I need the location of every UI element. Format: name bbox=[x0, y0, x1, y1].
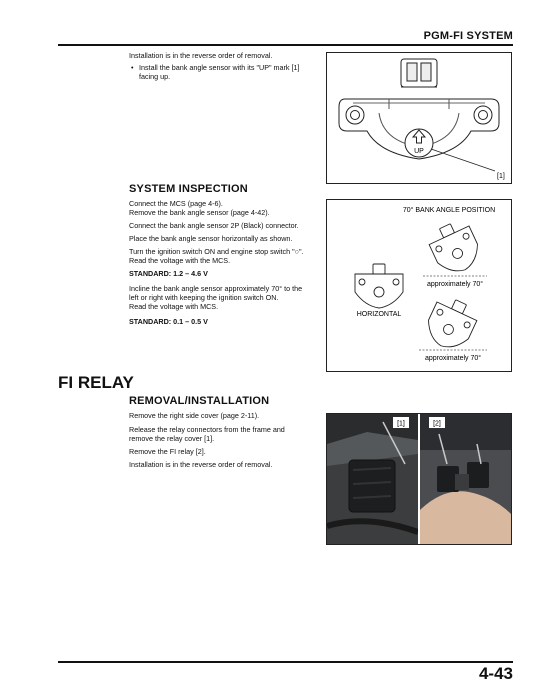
standard-1: STANDARD: 1.2 – 4.6 V bbox=[129, 269, 208, 278]
fi-relay-photo bbox=[326, 413, 512, 545]
install-bullet-line2: facing up. bbox=[139, 72, 171, 81]
page-header-title: PGM-FI SYSTEM bbox=[423, 30, 513, 42]
inspection-p1-line2: Remove the bank angle sensor (page 4-42). bbox=[129, 208, 270, 217]
up-mark-label: UP bbox=[414, 148, 424, 155]
header-rule bbox=[58, 44, 513, 46]
connector-shape bbox=[401, 59, 437, 87]
relay-p1: Remove the right side cover (page 2-11). bbox=[129, 411, 260, 420]
install-bullet-line1: Install the bank angle sensor with its "UP" mark [1] bbox=[139, 63, 300, 72]
inspection-p5-line3: Read the voltage with MCS. bbox=[129, 302, 219, 311]
horizontal-label: HORIZONTAL bbox=[356, 311, 402, 318]
bullet-mark: • bbox=[131, 63, 134, 72]
system-inspection-heading: SYSTEM INSPECTION bbox=[129, 183, 248, 195]
sensor-tilted-down bbox=[421, 293, 481, 355]
callout-1: [1] bbox=[497, 173, 505, 180]
footer-rule bbox=[58, 661, 513, 663]
relay-p3: Remove the FI relay [2]. bbox=[129, 447, 206, 456]
approx-70-top: approximately 70° bbox=[426, 281, 484, 288]
inspection-p1-line1: Connect the MCS (page 4-6). bbox=[129, 199, 223, 208]
relay-p4: Installation is in the reverse order of removal. bbox=[129, 460, 273, 469]
fi-relay-heading: FI RELAY bbox=[58, 373, 134, 392]
bank-angle-position-figure bbox=[326, 199, 512, 372]
sensor-tilted-up bbox=[425, 217, 485, 279]
bank-angle-title: 70° BANK ANGLE POSITION bbox=[402, 207, 496, 214]
inspection-p2: Connect the bank angle sensor 2P (Black) connector. bbox=[129, 221, 299, 230]
inspection-p5-line2: left or right with keeping the ignition switch ON. bbox=[129, 293, 279, 302]
sensor-horizontal bbox=[355, 264, 403, 308]
inspection-p5-line1: Incline the bank angle sensor approximately 70° to the bbox=[129, 284, 303, 293]
inspection-p3: Place the bank angle sensor horizontally as shown. bbox=[129, 234, 293, 243]
standard-2: STANDARD: 0.1 – 0.5 V bbox=[129, 317, 208, 326]
install-intro: Installation is in the reverse order of removal. bbox=[129, 51, 273, 60]
inspection-p4-line2: Read the voltage with the MCS. bbox=[129, 256, 231, 265]
relay-p2-line1: Release the relay connectors from the frame and bbox=[129, 425, 285, 434]
page-number: 4-43 bbox=[478, 664, 513, 683]
relay-p2-line2: remove the relay cover [1]. bbox=[129, 434, 215, 443]
approx-70-bottom: approximately 70° bbox=[424, 355, 482, 362]
relay-callout-2: [2] bbox=[433, 420, 441, 428]
bank-angle-sensor-figure bbox=[326, 52, 512, 184]
relay-callout-1: [1] bbox=[397, 420, 405, 428]
removal-installation-heading: REMOVAL/INSTALLATION bbox=[129, 395, 270, 407]
inspection-p4-line1: Turn the ignition switch ON and engine stop switch "○". bbox=[129, 247, 304, 256]
